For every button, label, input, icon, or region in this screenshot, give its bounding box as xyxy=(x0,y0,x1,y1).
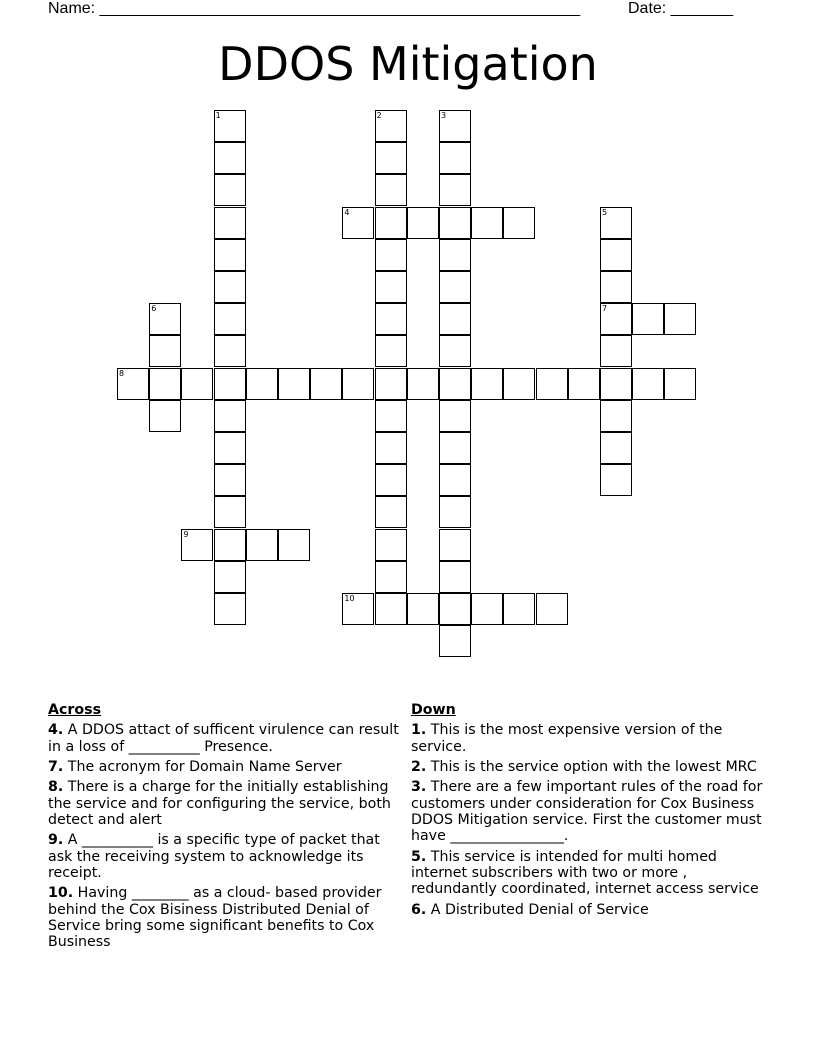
down-heading: Down xyxy=(411,702,456,718)
grid-cell[interactable] xyxy=(568,368,600,400)
clue-number: 4. xyxy=(48,722,64,739)
clue-across-7 xyxy=(48,759,406,775)
grid-cell[interactable] xyxy=(214,496,246,528)
grid-cell[interactable] xyxy=(214,271,246,303)
grid-cell[interactable] xyxy=(375,142,407,174)
puzzle-title: DDOS Mitigation xyxy=(218,37,598,91)
grid-cell[interactable] xyxy=(214,593,246,625)
grid-cell[interactable] xyxy=(214,400,246,432)
across-heading: Across xyxy=(48,702,102,718)
grid-cell[interactable] xyxy=(439,271,471,303)
clue-number: 8. xyxy=(48,779,64,796)
grid-cell[interactable] xyxy=(278,529,310,561)
grid-cell[interactable] xyxy=(375,464,407,496)
grid-cell[interactable] xyxy=(375,432,407,464)
clue-down-6 xyxy=(411,902,771,918)
grid-cell[interactable] xyxy=(600,303,632,335)
name-field-label: Name: ______________________________________________________ xyxy=(48,0,581,17)
clue-text: A __________ is a specific type of packet that ask the receiving system to acknowledge its receipt. xyxy=(48,832,380,882)
grid-cell[interactable] xyxy=(375,239,407,271)
clue-text: There are a few important rules of the road for customers under consideration for Cox Business DDOS Mitigation service. First the customer must have ________________. xyxy=(411,779,763,845)
grid-cell[interactable] xyxy=(600,432,632,464)
clue-down-3 xyxy=(411,779,771,845)
grid-cell[interactable] xyxy=(375,303,407,335)
grid-cell[interactable] xyxy=(536,368,568,400)
grid-cell[interactable] xyxy=(439,464,471,496)
grid-cell[interactable] xyxy=(600,239,632,271)
grid-cell[interactable] xyxy=(439,207,471,239)
grid-cell[interactable] xyxy=(600,368,632,400)
grid-cell[interactable] xyxy=(181,529,213,561)
grid-cell[interactable] xyxy=(214,335,246,367)
clue-number: 9. xyxy=(48,832,64,849)
grid-cell[interactable] xyxy=(278,368,310,400)
cell-number: 2 xyxy=(376,111,382,120)
clue-text: A DDOS attact of sufficent virulence can result in a loss of __________ Presence. xyxy=(48,722,399,755)
grid-cell[interactable] xyxy=(214,561,246,593)
grid-cell[interactable] xyxy=(664,303,696,335)
grid-cell[interactable] xyxy=(600,207,632,239)
cell-number: 10 xyxy=(344,594,355,603)
grid-cell[interactable] xyxy=(375,400,407,432)
grid-cell[interactable] xyxy=(664,368,696,400)
clue-number: 10. xyxy=(48,885,74,902)
grid-cell[interactable] xyxy=(600,271,632,303)
grid-cell[interactable] xyxy=(536,593,568,625)
grid-cell[interactable] xyxy=(439,303,471,335)
grid-cell[interactable] xyxy=(310,368,342,400)
clue-number: 1. xyxy=(411,722,427,739)
grid-cell[interactable] xyxy=(149,303,181,335)
clue-text: Having ________ as a cloud- based provider behind the Cox Bisiness Distributed Denial of Service bring some significant benefits to Cox Business xyxy=(48,885,382,951)
cell-number: 9 xyxy=(183,529,189,539)
clue-across-8 xyxy=(48,779,406,828)
clue-number: 2. xyxy=(411,759,427,776)
clue-across-9 xyxy=(48,832,406,881)
grid-cell[interactable] xyxy=(375,271,407,303)
grid-cell[interactable] xyxy=(375,110,407,142)
grid-cell[interactable] xyxy=(149,368,181,400)
across-clues xyxy=(48,702,406,955)
grid-cell[interactable] xyxy=(214,174,246,206)
clue-text: This is the service option with the lowest MRC xyxy=(430,759,757,776)
clue-number: 6. xyxy=(411,901,427,918)
grid-cell[interactable] xyxy=(407,368,439,400)
grid-cell[interactable] xyxy=(375,496,407,528)
grid-cell[interactable] xyxy=(503,593,535,625)
clue-text: There is a charge for the initially establishing the service and for configuring the service, both detect and alert xyxy=(48,779,391,829)
grid-cell[interactable] xyxy=(214,368,246,400)
grid-cell[interactable] xyxy=(214,239,246,271)
grid-cell[interactable] xyxy=(149,335,181,367)
grid-cell[interactable] xyxy=(214,110,246,142)
down-clues xyxy=(411,702,771,922)
clue-across-4 xyxy=(48,722,406,755)
grid-cell[interactable] xyxy=(439,239,471,271)
clue-down-5 xyxy=(411,849,771,898)
clue-across-10 xyxy=(48,885,406,951)
cell-number: 1 xyxy=(215,111,221,120)
grid-cell[interactable] xyxy=(439,561,471,593)
grid-cell[interactable] xyxy=(214,142,246,174)
grid-cell[interactable] xyxy=(439,335,471,367)
grid-cell[interactable] xyxy=(375,561,407,593)
grid-cell[interactable] xyxy=(342,368,374,400)
grid-cell[interactable] xyxy=(439,496,471,528)
grid-cell[interactable] xyxy=(375,529,407,561)
grid-cell[interactable] xyxy=(149,400,181,432)
grid-cell[interactable] xyxy=(471,368,503,400)
grid-cell[interactable] xyxy=(471,207,503,239)
grid-cell[interactable] xyxy=(375,207,407,239)
clue-text: A Distributed Denial of Service xyxy=(430,901,649,918)
grid-cell[interactable] xyxy=(439,174,471,206)
clue-text: This is the most expensive version of the service. xyxy=(411,722,723,755)
grid-cell[interactable] xyxy=(342,593,374,625)
clue-down-1 xyxy=(411,722,771,755)
grid-cell[interactable] xyxy=(439,368,471,400)
cell-number: 4 xyxy=(344,207,350,217)
grid-cell[interactable] xyxy=(439,110,471,142)
grid-cell[interactable] xyxy=(439,142,471,174)
grid-cell[interactable] xyxy=(117,368,149,400)
clue-text: The acronym for Domain Name Server xyxy=(67,759,342,776)
clue-text: This service is intended for multi homed internet subscribers with two or more , redundantly coordinated, internet access service xyxy=(411,848,759,898)
clue-number: 5. xyxy=(411,848,427,865)
grid-cell[interactable] xyxy=(407,207,439,239)
grid-cell[interactable] xyxy=(214,464,246,496)
cell-number: 3 xyxy=(441,111,447,120)
clue-number: 3. xyxy=(411,779,427,796)
grid-cell[interactable] xyxy=(375,335,407,367)
grid-cell[interactable] xyxy=(246,368,278,400)
grid-cell[interactable] xyxy=(503,368,535,400)
grid-cell[interactable] xyxy=(246,529,278,561)
grid-cell[interactable] xyxy=(181,368,213,400)
grid-cell[interactable] xyxy=(342,207,374,239)
grid-cell[interactable] xyxy=(600,400,632,432)
clue-number: 7. xyxy=(48,759,64,776)
grid-cell[interactable] xyxy=(503,207,535,239)
grid-cell[interactable] xyxy=(600,335,632,367)
grid-cell[interactable] xyxy=(375,368,407,400)
grid-cell[interactable] xyxy=(439,529,471,561)
grid-cell[interactable] xyxy=(214,207,246,239)
cell-number: 8 xyxy=(119,368,125,378)
grid-cell[interactable] xyxy=(407,593,439,625)
grid-cell[interactable] xyxy=(439,625,471,657)
clue-down-2 xyxy=(411,759,771,775)
cell-number: 5 xyxy=(602,207,608,217)
grid-cell[interactable] xyxy=(632,303,664,335)
grid-cell[interactable] xyxy=(471,593,503,625)
grid-cell[interactable] xyxy=(439,432,471,464)
date-field-label: Date: _______ xyxy=(628,0,733,17)
grid-cell[interactable] xyxy=(214,529,246,561)
grid-cell[interactable] xyxy=(439,593,471,625)
grid-cell[interactable] xyxy=(375,593,407,625)
grid-cell[interactable] xyxy=(214,432,246,464)
cell-number: 6 xyxy=(151,304,157,314)
cell-number: 7 xyxy=(602,304,608,314)
grid-cell[interactable] xyxy=(214,303,246,335)
grid-cell[interactable] xyxy=(600,464,632,496)
grid-cell[interactable] xyxy=(375,174,407,206)
grid-cell[interactable] xyxy=(439,400,471,432)
grid-cell[interactable] xyxy=(632,368,664,400)
